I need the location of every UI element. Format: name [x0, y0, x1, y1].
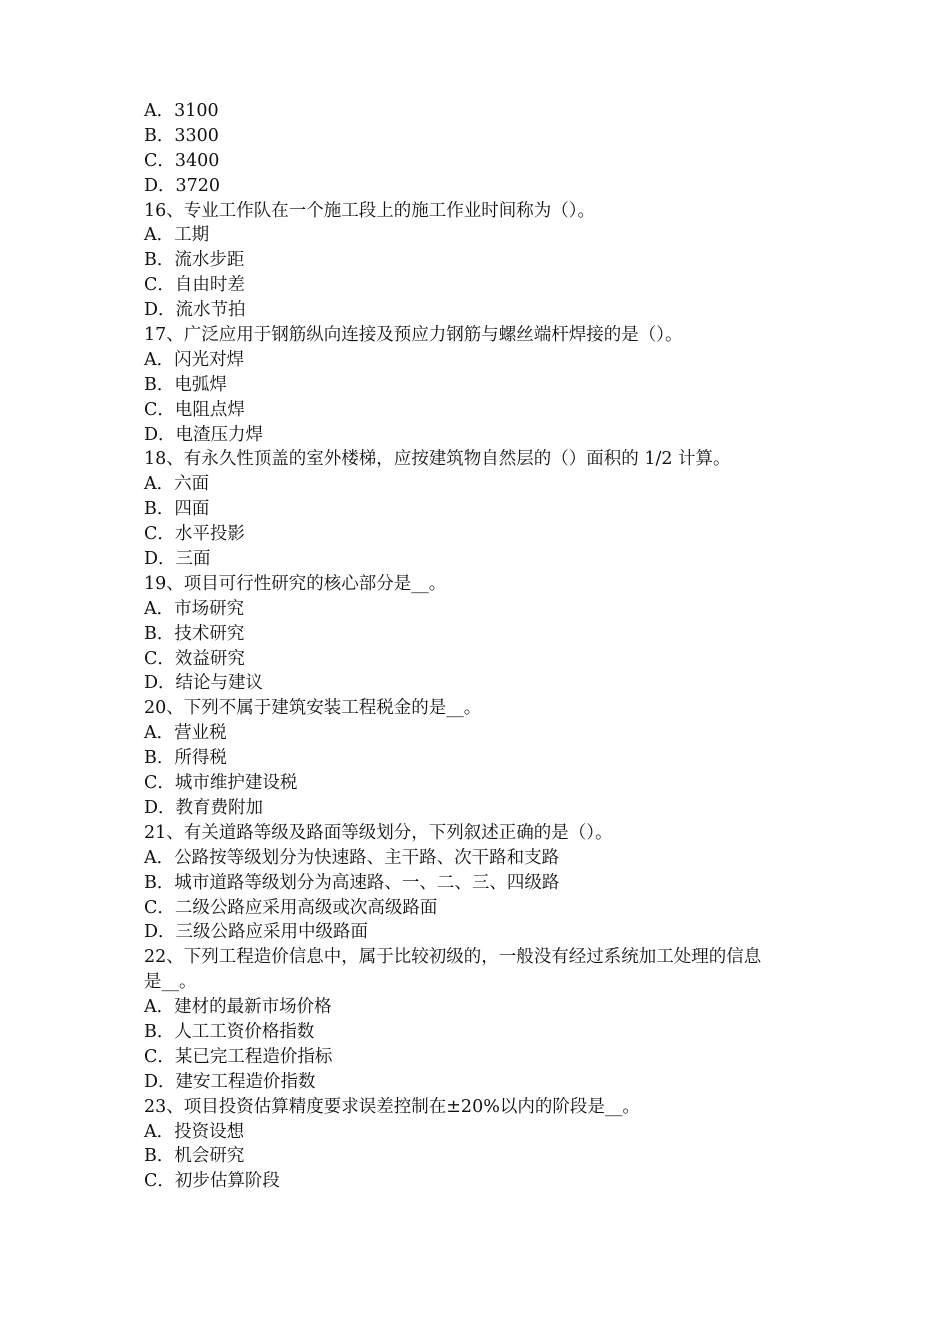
option-line: D．流水节拍: [144, 300, 246, 321]
option-line: A．六面: [144, 474, 210, 495]
option-line: A．工期: [144, 225, 210, 246]
option-line: A．3100: [144, 101, 219, 121]
option-line: A．建材的最新市场价格: [144, 997, 332, 1018]
option-line: D．电渣压力焊: [144, 424, 264, 445]
option-line: A．市场研究: [144, 598, 245, 619]
question-line: 17、广泛应用于钢筋纵向连接及预应力钢筋与螺丝端杆焊接的是（）。: [144, 325, 683, 346]
document-body: [144, 99, 816, 1194]
option-line: D．建安工程造价指数: [144, 1071, 316, 1092]
option-line: B．机会研究: [144, 1146, 245, 1167]
option-line: B．流水步距: [144, 250, 245, 271]
option-line: C．某已完工程造价指标: [144, 1046, 333, 1067]
option-line: B．四面: [144, 499, 210, 520]
option-line: B．3300: [144, 125, 219, 146]
option-line: C．城市维护建设税: [144, 773, 298, 794]
option-line: D．结论与建议: [144, 673, 264, 694]
question-line: 20、下列不属于建筑安装工程税金的是__。: [144, 698, 482, 719]
option-line: A．投资设想: [144, 1121, 245, 1142]
option-line: C．电阻点焊: [144, 399, 245, 420]
question-line: 16、专业工作队在一个施工段上的施工作业时间称为（）。: [144, 200, 596, 221]
option-line: A．公路按等级划分为快速路、主干路、次干路和支路: [144, 847, 560, 868]
option-line: D．3720: [144, 175, 221, 196]
option-line: D．三面: [144, 549, 211, 570]
question-line: 22、下列工程造价信息中，属于比较初级的，一般没有经过系统加工处理的信息: [144, 947, 762, 968]
option-line: C．二级公路应采用高级或次高级路面: [144, 897, 438, 918]
option-line: B．技术研究: [144, 623, 245, 644]
option-line: B．电弧焊: [144, 374, 227, 395]
option-line: D．三级公路应采用中级路面: [144, 922, 369, 943]
option-line: A．闪光对焊: [144, 349, 245, 370]
question-line: 23、项目投资估算精度要求误差控制在±20%以内的阶段是__。: [144, 1096, 640, 1117]
option-line: C．效益研究: [144, 648, 245, 669]
option-line: B．人工工资价格指数: [144, 1021, 315, 1042]
option-line: C．水平投影: [144, 524, 245, 545]
option-line: C．自由时差: [144, 275, 245, 296]
option-line: C．初步估算阶段: [144, 1171, 280, 1192]
option-line: D．教育费附加: [144, 797, 264, 818]
option-line: A．营业税: [144, 723, 227, 744]
option-line: B．城市道路等级划分为高速路、一、二、三、四级路: [144, 872, 560, 893]
question-line: 18、有永久性顶盖的室外楼梯，应按建筑物自然层的（）面积的 1/2 计算。: [144, 449, 731, 470]
question-line-continuation: 是__。: [144, 972, 197, 993]
question-line: 21、有关道路等级及路面等级划分，下列叙述正确的是（）。: [144, 822, 613, 843]
option-line: B．所得税: [144, 748, 227, 769]
option-line: C．3400: [144, 150, 220, 171]
question-line: 19、项目可行性研究的核心部分是__。: [144, 573, 447, 594]
